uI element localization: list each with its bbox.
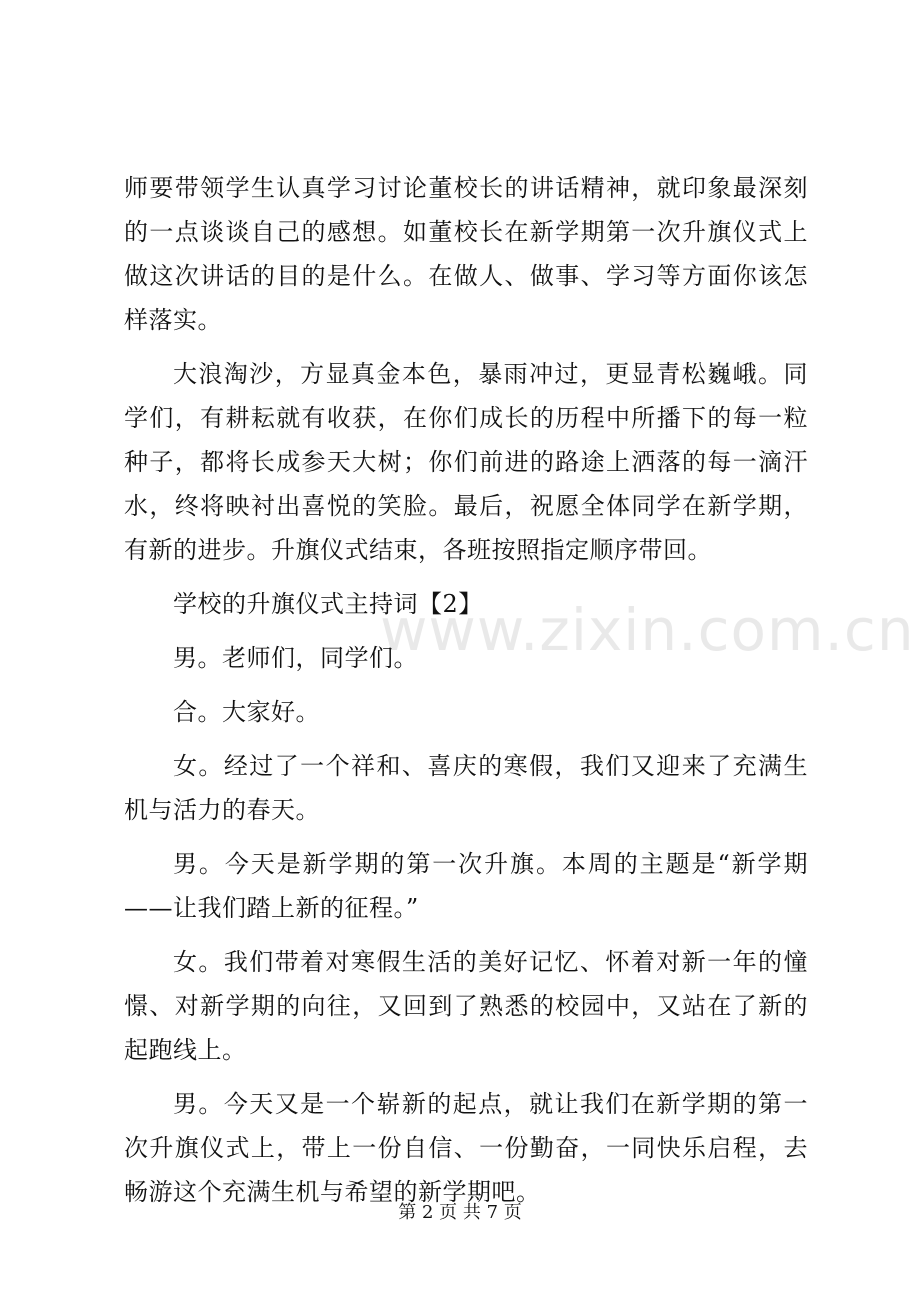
dialogue-line: 女。经过了一个祥和、喜庆的寒假，我们又迎来了充满生机与活力的春天。 xyxy=(124,752,808,824)
paragraph: 大浪淘沙，方显真金本色，暴雨冲过，更显青松巍峨。同学们，有耕耘就有收获，在你们成长的历程中所播下的每一粒种子，都将长成参天大树；你们前进的路途上洒落的每一滴汗水，终将映衬出喜悦的笑脸。最后，祝愿全体同学在新学期，有新的进步。升旗仪式结束，各班按照指定顺序带回。 xyxy=(124,360,808,564)
dialogue-line: 男。今天又是一个崭新的起点，就让我们在新学期的第一次升旗仪式上，带上一份自信、一份勤奋，一同快乐启程，去畅游这个充满生机与希望的新学期吧。 xyxy=(124,1090,808,1206)
dialogue-line: 合。大家好。 xyxy=(173,698,320,726)
document-body xyxy=(124,166,808,1214)
dialogue-line: 男。今天是新学期的第一次升旗。本周的主题是“新学期——让我们踏上新的征程。” xyxy=(124,850,808,922)
dialogue-line: 男。老师们，同学们。 xyxy=(173,644,418,672)
watermark: www.zixin.com.cn xyxy=(380,596,915,664)
section-heading: 学校的升旗仪式主持词【2】 xyxy=(173,590,483,618)
dialogue-line: 女。我们带着对寒假生活的美好记忆、怀着对新一年的憧憬、对新学期的向往，又回到了熟悉的校园中，又站在了新的起跑线上。 xyxy=(124,948,808,1064)
page-number-footer: 第 2 页 共 7 页 xyxy=(398,1202,522,1223)
paragraph: 师要带领学生认真学习讨论董校长的讲话精神，就印象最深刻的一点谈谈自己的感想。如董校长在新学期第一次升旗仪式上做这次讲话的目的是什么。在做人、做事、学习等方面你该怎样落实。 xyxy=(124,174,808,334)
